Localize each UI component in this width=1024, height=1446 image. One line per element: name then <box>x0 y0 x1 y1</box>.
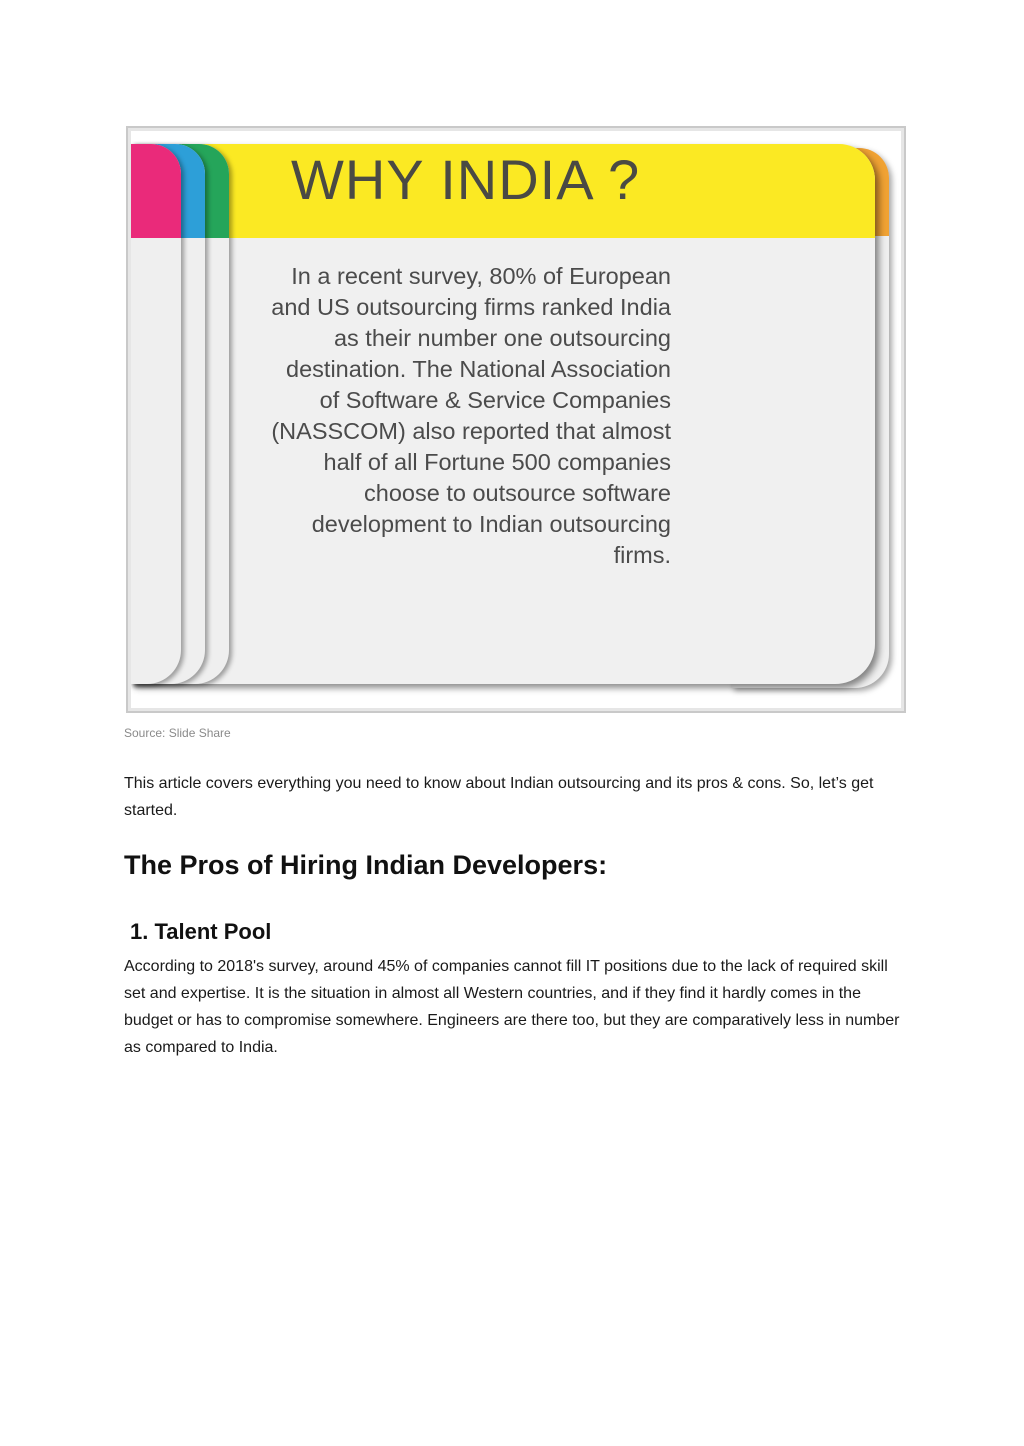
slide-image <box>126 126 906 713</box>
intro-paragraph: This article covers everything you need to know about Indian outsourcing and its pros & cons. So, let’s get started. <box>124 775 874 819</box>
slide-tab-pink <box>131 144 181 684</box>
slide-tab-stack <box>131 131 231 691</box>
talent-pool-paragraph: According to 2018's survey, around 45% of companies cannot fill IT positions due to the lack of required skill set and expertise. It is the situation in almost all Western countries, and if they find it hardly comes in the budget or has to compromise somewhere. Engineers are there too, but they are comparatively less in number as compared to India. <box>124 958 900 1056</box>
subsection-heading: 1. Talent Pool <box>130 919 272 944</box>
slide-canvas <box>131 131 901 708</box>
slide-body-text: In a recent survey, 80% of European and US outsourcing firms ranked India as their number one outsourcing destination. The National Association of Software & Service Companies (NASSCOM) also reported that almost half of all Fortune 500 companies choose to outsource software development to Indian outsourcing firms. <box>271 263 671 568</box>
slide-tab-pink-header <box>131 144 181 238</box>
slide-title: WHY INDIA ? <box>291 148 641 211</box>
image-caption: Source: Slide Share <box>124 726 231 740</box>
section-heading: The Pros of Hiring Indian Developers: <box>124 850 608 880</box>
